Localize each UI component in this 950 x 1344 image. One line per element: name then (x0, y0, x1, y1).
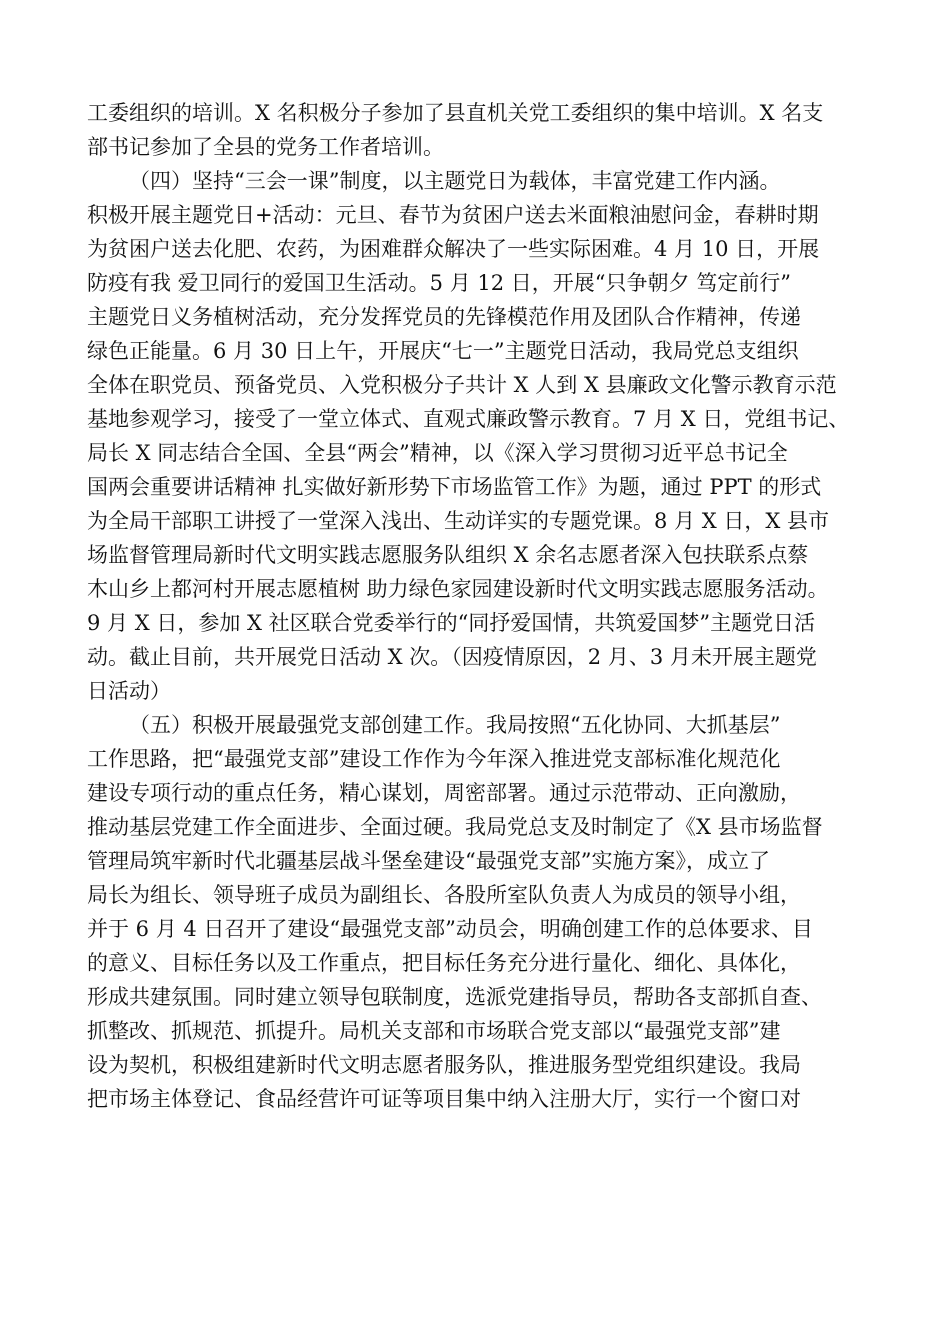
text-line: 绿色正能量。6 月 30 日上午，开展庆“七一”主题党日活动，我局党总支组织 (87, 339, 799, 363)
text-line: 设为契机，积极组建新时代文明志愿者服务队，推进服务型党组织建设。我局 (87, 1053, 801, 1077)
text-line: 国两会重要讲话精神 扎实做好新形势下市场监管工作》为题，通过 PPT 的形式 (87, 475, 822, 499)
text-line: 局长为组长、领导班子成员为副组长、各股所室队负责人为成员的领导小组， (87, 883, 801, 907)
text-line: 管理局筑牢新时代北疆基层战斗堡垒建设“最强党支部”实施方案》，成立了 (87, 849, 770, 873)
text-line: 抓整改、抓规范、抓提升。局机关支部和市场联合党支部以“最强党支部”建 (87, 1019, 781, 1043)
text-line: 动。截止目前，共开展党日活动 X 次。（因疫情原因，2 月、3 月未开展主题党 (87, 645, 817, 669)
document-page (87, 96, 887, 1116)
text-line: 的意义、目标任务以及工作重点，把目标任务充分进行量化、细化、具体化， (87, 951, 801, 975)
text-line: 局长 X 同志结合全国、全县“两会”精神，以《深入学习贯彻习近平总书记全 (87, 441, 788, 465)
text-line: 9 月 X 日，参加 X 社区联合党委举行的“同抒爱国情，共筑爱国梦”主题党日活 (87, 611, 816, 635)
text-line: 全体在职党员、预备党员、入党积极分子共计 X 人到 X 县廉政文化警示教育示范 (87, 373, 837, 397)
text-line: 日活动） (87, 679, 171, 703)
text-line: 基地参观学习，接受了一堂立体式、直观式廉政警示教育。7 月 X 日，党组书记、 (87, 407, 850, 431)
text-line: 场监督管理局新时代文明实践志愿服务队组织 X 余名志愿者深入包扶联系点蔡 (87, 543, 809, 567)
text-line: 工委组织的培训。X 名积极分子参加了县直机关党工委组织的集中培训。X 名支 (87, 101, 824, 125)
text-line: 主题党日义务植树活动，充分发挥党员的先锋模范作用及团队合作精神，传递 (87, 305, 801, 329)
section-four-heading-line: （四）坚持“三会一课”制度，以主题党日为载体，丰富党建工作内涵。 (129, 169, 781, 193)
text-line: 为全局干部职工讲授了一堂深入浅出、生动详实的专题党课。8 月 X 日，X 县市 (87, 509, 829, 533)
section-five-heading-line: （五）积极开展最强党支部创建工作。我局按照“五化协同、大抓基层” (129, 713, 781, 737)
text-line: 积极开展主题党日+活动：元旦、春节为贫困户送去米面粮油慰问金，春耕时期 (87, 203, 819, 227)
text-line: 把市场主体登记、食品经营许可证等项目集中纳入注册大厅，实行一个窗口对 (87, 1087, 801, 1111)
text-line: 建设专项行动的重点任务，精心谋划，周密部署。通过示范带动、正向激励， (87, 781, 801, 805)
text-line: 为贫困户送去化肥、农药，为困难群众解决了一些实际困难。4 月 10 日，开展 (87, 237, 820, 261)
text-line: 工作思路，把“最强党支部”建设工作作为今年深入推进党支部标准化规范化 (87, 747, 781, 771)
text-line: 木山乡上都河村开展志愿植树 助力绿色家园建设新时代文明实践志愿服务活动。 (87, 577, 829, 601)
text-line: 部书记参加了全县的党务工作者培训。 (87, 135, 444, 159)
text-line: 推动基层党建工作全面进步、全面过硬。我局党总支及时制定了《X 县市场监督 (87, 815, 823, 839)
text-line: 防疫有我 爱卫同行的爱国卫生活动。5 月 12 日，开展“只争朝夕 笃定前行” (87, 271, 791, 295)
text-line: 形成共建氛围。同时建立领导包联制度，选派党建指导员，帮助各支部抓自查、 (87, 985, 822, 1009)
text-line: 并于 6 月 4 日召开了建设“最强党支部”动员会，明确创建工作的总体要求、目 (87, 917, 813, 941)
